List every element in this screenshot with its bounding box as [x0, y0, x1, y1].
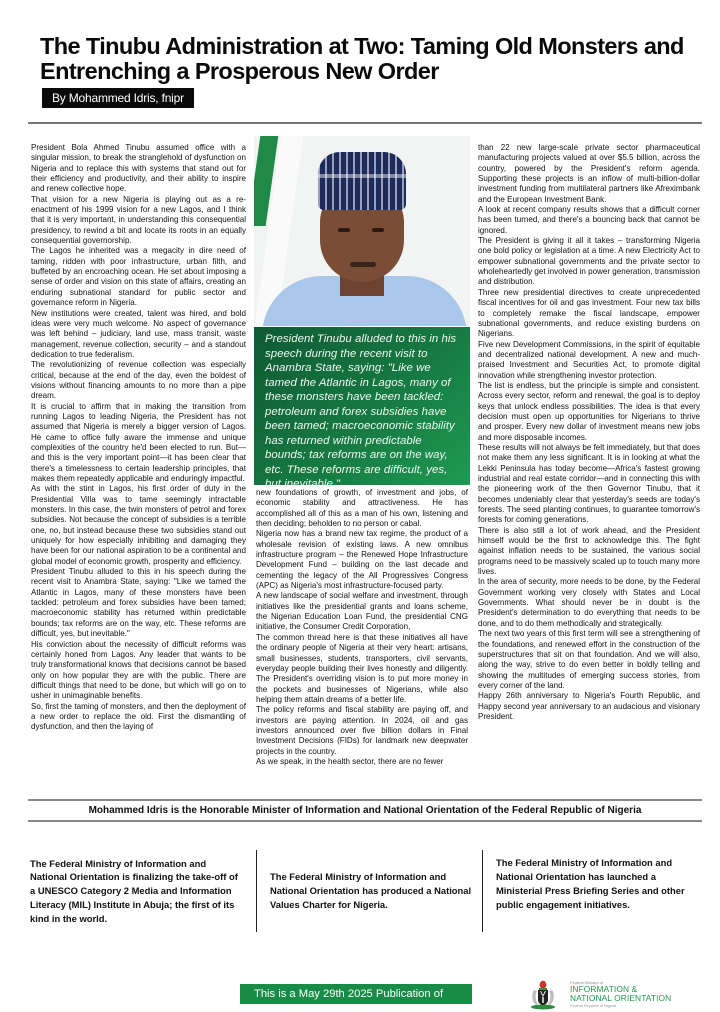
author-bio: Mohammed Idris is the Honorable Minister of Information and National Orientation of the Federal Republic of Nigeria	[28, 799, 702, 822]
paragraph: Nigeria now has a brand new tax regime, the product of a wholesale revision of existing laws. A new omnibus infrastructure program – the Renewed Hope Infrastructure Development Fund – building on the last decade and cementing the legacy of the All Progressives Congress (APC) as Nigeria's most infrastructure-focused party.	[256, 529, 468, 591]
logo-title: INFORMATION & NATIONAL ORIENTATION	[570, 984, 672, 1003]
paragraph: That vision for a new Nigeria is playing out as a re-enactment of his 1999 vision for a new Lagos, and I think that it is very important, in understanding this consequential presidency, to rewind a bit and locate its roots in an equally consequential governorship.	[31, 194, 246, 246]
pull-quote: President Tinubu alluded to this in his speech during the recent visit to Anambra State, saying: "Like we tamed the Atlantic in Lagos, many of these monsters have been tackled: petroleum and forex subsidies have been tamed; macroeconomic stability has returned within predictable bounds; tax reforms are on the way, etc. These reforms are difficult, yes, but inevitable."	[254, 327, 470, 485]
paragraph: As we speak, in the health sector, there are no fewer	[256, 756, 444, 766]
paragraph: A new landscape of social welfare and investment, through initiatives like the presidential grants and loans scheme, the Nigerian Education Loan Fund, the presidential CNG initiative, the Consumer Credit Corporation,	[256, 591, 468, 632]
article-column-middle	[256, 488, 468, 767]
article-column-left	[31, 143, 246, 733]
paragraph: It is crucial to affirm that in making the transition from running Lagos to leading Nigeria, the President has not assumed that Nigeria is merely a bigger version of Lagos. He came to office fully aware the immense and unique complexities of the country he'd been elected to run. But—and this is the very important point—it has been clear that there's a timelessness to certain leadership principles, that makes them repeatedly applicable and enduringly impactful.	[31, 401, 246, 483]
ministry-facts	[28, 850, 702, 932]
cap	[318, 152, 406, 210]
paragraph: new foundations of growth, of investment and jobs, of economic stability and attractiveness. He has accomplished all of this as a man of his own, listening and then deciding; beholden to no person or cabal.	[256, 488, 468, 529]
nigeria-coat-of-arms-icon	[528, 978, 558, 1010]
article-headline: The Tinubu Administration at Two: Taming Old Monsters and Entrenching a Prosperous New Order	[40, 33, 684, 84]
paragraph: So, first the taming of monsters, and then the deployment of a new order to replace the old. First the dismantling of dysfunction, and then the laying of	[31, 701, 246, 732]
paragraph: The President is giving it all it takes – transforming Nigeria one bold policy or legislation at a time. A new Electricity Act to empower subnational governments and the private sector to wholeheartedly get involved in power generation, transmission and distribution.	[478, 236, 700, 287]
paragraph: New institutions were created, talent was hired, and bold ideas were very much welcome. No aspect of governance was left behind – judiciary, land use, mass transit, waste management, revenue collection, security – and a standout dedication to true federalism.	[31, 308, 246, 359]
paragraph: A look at recent company results shows that a difficult corner has been turned, and there's a bouncing back that cannot be ignored.	[478, 205, 700, 235]
publication-note: This is a May 29th 2025 Publication of	[240, 984, 472, 1004]
header-divider	[28, 122, 702, 124]
paragraph: The Lagos he inherited was a megacity in dire need of taming, ridden with poor infrastructure, urban filth, and buffeted by an encroaching ocean. He set about imposing a sense of order and vision on this state of affairs, creating an enduring subnational standard for public sector and governance reform in Nigeria.	[31, 246, 246, 308]
fact-item: The Federal Ministry of Information and National Orientation has produced a National Values Charter for Nigeria.	[256, 850, 482, 932]
paragraph: President Bola Ahmed Tinubu assumed office with a singular mission, to break the stranglehold of dysfunction on Nigeria and to replace this with systems that stand out for their efficiency and productivity, and their ability to inspire and renew collective hope.	[31, 143, 246, 194]
paragraph: His conviction about the necessity of difficult reforms was certainly honed from Lagos. Any leader that wants to be truly transformational knows that decisions cannot be based only on how popular they are with the public. There are difficult things that need to be done, but which will go on to usher in unimaginable benefits.	[31, 639, 246, 701]
logo-small-text: Federal Ministry of	[570, 980, 603, 985]
paragraph: The next two years of this first term will see a strengthening of the foundations, and renewed effort in the construction of the superstructures that sit on that foundation. And we will also, along the way, strive to do even better in boldly telling and showing the multitudes of emerging success stories, from every corner of the land.	[478, 629, 700, 690]
fact-item: The Federal Ministry of Information and National Orientation is finalizing the take-off of a UNESCO Category 2 Media and Information Literacy (MIL) Institute in Abuja; the first of its kind in the world.	[30, 857, 238, 924]
fact-item: The Federal Ministry of Information and National Orientation has launched a Ministerial Press Briefing Series and other public engagement initiatives.	[482, 850, 704, 932]
paragraph: These results will not always be felt immediately, but that does not make them any less significant. It is in looking at what the Lekki Peninsula has today become—Africa's fastest growing industrial and real estate corridor—and in connecting this with the pioneering work of the then Governor Tinubu, that it becomes undeniably clear that yesterday's seeds are today's forests. The seed planting continues, to guarantee tomorrow's forests for coming generations.	[478, 442, 700, 525]
paragraph: The revolutionizing of revenue collection was especially critical, because at the end of the day, even the boldest of visions without financing amounts to no more than a pipe dream.	[31, 360, 246, 401]
byline: By Mohammed Idris, fnipr	[42, 88, 194, 108]
paragraph: There is also still a lot of work ahead, and the President himself would be the first to acknowledge this. The fight against inflation needs to be sustained, the various social programs need to be massively scaled up to touch many more lives.	[478, 525, 700, 577]
author-photo	[254, 136, 470, 326]
paragraph: Happy 26th anniversary to Nigeria's Fourth Republic, and Happy second year anniversary to an audacious and visionary President.	[478, 691, 700, 721]
paragraph: The policy reforms and fiscal stability are paying off, and investors are paying attention. In 2024, oil and gas investors announced over five billion dollars in Final Investment Decisions (FIDs) for landmark new deepwater projects in the country.	[256, 705, 468, 756]
paragraph: President Tinubu alluded to this in his speech during the recent visit to Anambra State, saying: "Like we tamed the Atlantic in Lagos, many of these monsters have been tackled: petroleum and forex subsidies have been tamed; macroeconomic stability has returned within predictable bounds; tax reforms are on the way, etc. These reforms are difficult, yes, but inevitable."	[31, 567, 246, 639]
paragraph: Three new presidential directives to create unprecedented fiscal incentives for oil and gas investment. Four new tax bills to completely remake the fiscal landscape, empower subnational governments, and reduce existing burdens on Nigerians.	[478, 287, 700, 339]
paragraph: Five new Development Commissions, in the spirit of equitable and decentralized national development. A new and much-praised Investment and Securities Act, to promote digital innovation while strengthening investor protection.	[478, 339, 700, 380]
paragraph: than 22 new large-scale private sector pharmaceutical manufacturing projects valued at over $5.5 billion, across the country, powered by the President's reform agenda. Supporting these projects is an inflow of multi-billion-dollar investment funding from multilateral partners like Afreximbank and the European Investment Bank.	[478, 143, 700, 204]
paragraph: In the area of security, more needs to be done, by the Federal Government working very closely with States and Local Governments. What should never be in doubt is the President's determination to do everything that needs to be done, and to do them methodically and strategically.	[478, 577, 700, 628]
paragraph: The list is endless, but the principle is simple and consistent. Across every sector, reform and renewal, the goal is to deploy keys that unlock endless possibilities. The idea is that every decision must open up opportunities for Nigerians to thrive and prosper. Every new dollar of investment means new jobs and more disposable incomes.	[478, 380, 700, 442]
ministry-logo	[528, 978, 708, 1010]
article-column-right	[478, 143, 700, 722]
paragraph: The common thread here is that these initiatives all have the ordinary people of Nigeria at their very heart: artisans, small businesses, students, transporters, civil servants, everyday people building their lives honestly and diligently. The President's overriding vision is to put more money in the pockets and businesses of Nigerians, while also helping them attain dreams of a better life.	[256, 632, 468, 704]
paragraph: As with the stint in Lagos, his first order of duty in the Presidential Villa was to tame seemingly intractable monsters. In this case, the twin monsters of petrol and forex subsidies. Not because the concept of subsidies is a terrible one, no, but instead because these two subsidies stand out uniquely for how especially inhibiting and damaging they have been for our national aspiration to be a continental and global model of economic growth, prosperity and efficiency.	[31, 484, 246, 566]
logo-sub-text: Federal Republic of Nigeria	[570, 1004, 617, 1008]
